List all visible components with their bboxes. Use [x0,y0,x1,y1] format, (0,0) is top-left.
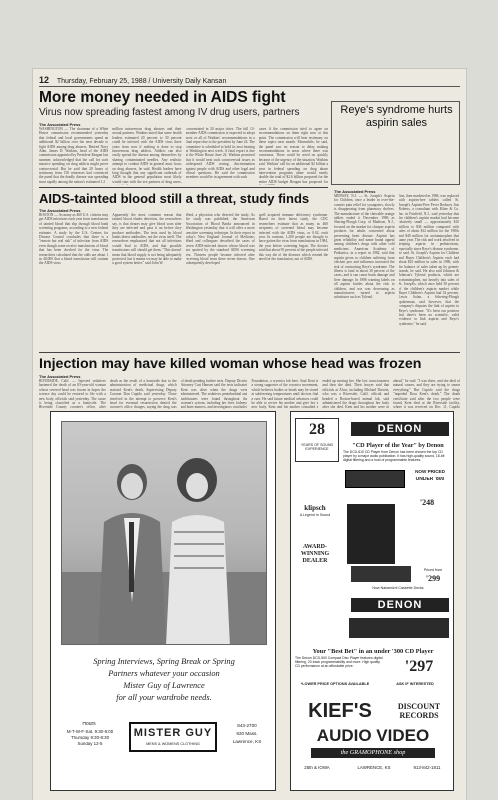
section-rule [39,187,328,188]
aids-col-1: WASHINGTON — The chairman of a White House commission recommended yesterday that federal and local governments spend an additional $2 billion over the next decade to fight AIDS among drug abusers. Retired Navy Adm. James D. Watkins, head of the AIDS commission appointed by President Reagan last summer, acknowledged that the call for such massive spending on drug addicts might prove controversial. But he said that 20 hours of testimony from 150 witnesses had convinced the panel that the deadly disease was spreading most rapidly among the nation's estimated 1.2 [39,127,109,184]
speaker-image [347,504,395,564]
frozen-credit: The Associated Press [39,374,81,379]
ad-line-2: Partners whatever your occasion [108,669,220,678]
kiefs-logo: KIEF'S [308,700,372,722]
aids-deck: Virus now spreading fastest among IV drug users, partners [39,107,300,118]
tape-label: Now Nakamichi Cassette Decks [372,586,424,590]
ad-line-4: for all your wardrobe needs. [116,693,212,702]
reye-credit: The Associated Press [334,189,376,194]
reye-col-2: first, then marketed in 1986, was replaced with aspirin-free tablets called St. Joseph's Aspirin-Free Fever Reducer. Jim Roberts, a consultant with Kline & Co. Inc. in Fairfield, N.J., said yesterday that the children's aspirin market had become relatively small — approximately $10 million to $36 million compared with sales of about $12 million for the 1980s and $40 million for acetaminophen that same year. The risk and work involved in keeping aspirin in pediatricians, especially since Reye's disease syndrome, he said. St. Joseph's Aspirin for Children and Bayer Children's Aspirin each had about $10 million in sales in 1986, with the balance of sales taken up by generic brands, he said. He also said Johnson & Johnson's Tylenol products, which are acetaminophen, not heavily into sales of St. Joseph's, which once held 50 percent of the children's aspirin market while Bayer Children's Aspirin had 34 percent. Lewis Solan, a Schering-Plough spokesman, said however, that the company's disputes the link of aspirin to Reye's syndrome. "It's been our position that there's been no scientific, valid evidence to link aspirin and Reye's syndrome," he said. [398,194,459,326]
cd2-body: The Denon DCD-500 Compact Disc Player features digital filtering, 20-track programmability and more. High quality CD performance at an affordable price. [295,656,383,669]
tape-price-2: '299 [425,574,441,583]
years-sub: YEARS OF SOUND EXPERIENCE [300,443,334,452]
frozen-col-5: ended up moving her. She lost consciousness and then she died. Their lawyer said that officials at Alcor, including Michael Darwin, who was a Riverside, Calif. official and headed a Boston-based animal lab, said administered the drugs throughout her body after she died. Kent and his mother were in [322,379,390,409]
blood-body [39,213,328,351]
frozen-body [39,379,460,409]
frozen-headline: Injection may have killed woman whose head was frozen [39,356,422,372]
tape-price: '248 [419,498,435,507]
cd-body: The DCD-610 CD Player from Denon has been chosen the top CD player by a major audio publication. It has high-quality sound, 18-bit digital filtering and a host of programmable features. [343,450,445,463]
blood-col-1: BOSTON — As many as 460 U.S. citizens may get AIDS infections each year from transfusions of tainted blood that slip through blood bank screening programs, according to a new federal estimate. A study by the U.S. Centers for Disease Control concludes that there is a "remote but real risk" of infection from AIDS even though some receive transfusions of blood that has been checked for the virus. The researchers calculated that the odds are about 1 in 40,000 that a blood transfusion will contain the AIDS virus. [39,213,109,266]
mister-guy-ad [50,411,276,791]
cd-title: "CD Player of the Year" by Denon [352,442,444,449]
gramophone-shop: the GRAMOPHONE shop [311,748,435,758]
frozen-col-4: Foundation, a cryonics lab here. Saul Kent is a strong supporter of the cryonics movement, which believes bodies or heads may be stored at subfreezing temperatures until doctors find a cure. He said future medical advances could be able to revive his mother and give her a new body. Kent and his mother consulted a [251,379,319,409]
kiefs-ad [290,411,454,791]
hours-line: Sunday 12-5 [77,742,103,746]
ad-address: 920 Mass. [236,732,258,736]
ad-line-3: Mister Guy of Lawrence [123,681,205,690]
years-badge [295,418,339,462]
cd2-price: '297 [404,658,434,675]
cd-player-2-image [349,618,449,638]
now-price: UNDER '800 [415,477,445,482]
ad-city: Lawrence, KS [232,740,262,744]
reye-col-1: MIDWAY, N.J. — St. Joseph's Aspirin for Children, once a leader in over-the-counter pain relief for youngsters, slowly is disappearing from pharmacy shelves. The manufacturer of the chewable orange tablets ended it December 1986 as Shering-Plough Corp. of Madison, N.J., focused on the market for cheaper aspirin products for adults concerned about preventing heart disease. Aspirin has great reliability and name brand appeal among children's drugs with other cold medicines. American Academy of Pediatrics, in a report in 1982, said that aspirin given to children suffering from chicken pox and influenza increased the risk of contracting Reye's syndrome. The illness is fatal in about 30 percent of the cases, and it can cause brain damage and liver damage. In 1986 warning labels on all aspirin bottles about the risk to children, and use was decreasing as manufacturers turned to aspirin substitutes such as Tylenol. [334,194,395,300]
ad-phone: 843-2700 [237,724,257,728]
blood-col-3: Ward, a physician who directed the study. As the study was published, the American Association of Blood Banks announced in Washington yesterday that it will offer a more sensitive screening technique. In their report in today's New England Journal of Medicine, Ward and colleagues described the cases of seven AIDS-infected donors whose blood was not spotted by the standard AIDS screening test. Thirteen people became infected after receiving blood from these seven donors. One subsequently developed [185,213,255,266]
discount-records: DISCOUNT RECORDS [397,702,441,720]
aids-col-3: concentrated in 20 major cities. The full 13-member AIDS commission is expected to adopt most or all of Watkins' recommendations in a final report due to the president by June 24. The committee is scheduled to hold its next hearing in Washington next week. A final report is due at the White House June 24. Watkins promised that it would treat such controversial issues as widespread AIDS testing, discrimination against people with AIDS and other legal and ethical questions. He said the commission members would be in agreement with such [185,127,255,180]
page-folio [39,75,460,87]
ask-line: ASK IF INTERESTED [396,682,434,686]
hours-line: Thursday 9:30-8:30 [70,736,110,740]
now-priced: NOW PRICED [415,470,445,474]
ad-line-1: Spring Interviews, Spring Break or Spring [93,657,235,666]
aids-body [39,127,328,185]
frozen-col-1: RIVERSIDE, Calif. — Injected sedatives hastened the death of an 83-year-old woman whose severed head was frozen in hopes the science day could be restored to life with a new body, officials said yesterday. The cause is being classified as a homicide. The Riverside County coroner's office, after [39,379,106,409]
cd-player-image [345,470,405,488]
lower-price: *LOWER PRICE OPTIONS AVAILABLE [300,682,370,686]
aids-col-4: cases if the commission tried to agree on recommendations on them right now at this point. The commission will hear testimony on these topics next month. Meanwhile, he said, the panel saw no reason to delay making recommendations in areas where there was consensus. These could be acted on quickly because of the urgency of the situation, Watkins said. Watkins' call for an additional $2 billion a year in federal spending on drug abuse intervention programs alone would nearly double the total of $2.6 billion proposed for the entire AIDS budget Reagan has proposed for [258,127,328,184]
hours-line: M-T-W-F-Sat. 9:30-6:00 [66,730,114,734]
kiefs-town: LAWRENCE, KS [357,766,391,770]
frozen-col-6: ahead," he said. "I was there, and she died of natural causes, and they are trying to smear everything." But Cupido said the drugs "impeded Dora Kent's death." The death certificate said after the two people were found, Kent died at the Riverside facility, where it was received on Dec. 11, Cupido [393,379,460,409]
mister-guy-logo [129,722,217,752]
klipsch-logo: klipsch [304,504,326,512]
frozen-col-3: of death pending further tests. Deputy District Attorney Curt Hansen said the tests indicated Kent was alive when the drugs were administered. The sedatives pentobarbital and barbiturates were found throughout the woman's system, including her liver, kidneys and bone marrow, and investigators concluded [180,379,248,409]
page-number: 12 [39,75,50,85]
klipsch-sub: A Legend In Sound [299,513,331,517]
years-number: 28 [309,421,325,438]
kiefs-phone: 913-842-1811 [413,766,441,770]
aids-headline: More money needed in AIDS fight [39,89,286,106]
kiefs-address: 25th & IOWA [304,766,330,770]
reye-story [331,101,460,185]
brand-sub: MENS & WOMENS CLOTHING [146,742,200,746]
award-badge: AWARD-WINNING DEALER [300,544,330,564]
blood-col-4: spell acquired immune deficiency syndrome. Based on their latent study, the CDC researchers estimate that as many as 460 recipients of screened blood may become infected with the AIDS virus, or 0.02, each year. In contrast, 1,200 people are thought to have gotten the virus from transfusions in 1984, the year before screening began. The doctors said that about 95 percent of the people infected this way die of the diseases which created the need for the transfusion, not of AIDS. [258,213,328,262]
blood-col-2: Apparently the most common reason that tainted blood eludes detection, the researchers say, is that donors may give blood soon after they are infected and pass it on before they produce antibodies. The tests used by blood banks detect antibodies, not the virus itself. The researchers emphasized that not all infections would lead to AIDS, and that possible transfusions will should get them. "This doesn't mean that blood supply is not being adequately protected, but it means we may be able to make a good system better," said John W. [112,213,182,266]
page-dateline: Thursday, February 25, 1988 / University Daily Kansan [56,78,227,85]
frozen-col-2: death as the result of a homicide due to the administration of medicinal drugs, which assisted Kent's death, Supervising Deputy Coroner Dan Cupido said yesterday. Those involved in the attempt to preserve Kent's head for eventual resurrection denied the coroner's office charges, saying the drug was [109,379,177,409]
denon-logo: DENON [351,422,449,436]
couple-photo [61,421,267,645]
hours-title: Hours [82,722,96,727]
newspaper-page [33,69,466,800]
aids-col-2: million intravenous drug abusers and their sexual partners. Watkins noted that some health leaders estimated 20 percent to 30 percent could be infected with the AIDS virus three years from now if nothing is done to stop intravenous drug addicts. Addicts can also easily spread the disease among themselves by sharing contaminated needles. Any realistic attempt to combat AIDS in general must focus on drug abusers, he said. Health leaders have long thought that any significant outbreak of AIDS in the general population most likely would start with the sex partners of drug users, [112,127,182,184]
aids-credit: The Associated Press [39,122,81,127]
reye-headline: Reye's syndrome hurts aspirin sales [340,104,453,129]
cd2-title: Your "Best Bet" in an under '300 CD Player [312,648,434,655]
denon-logo-2: DENON [351,598,449,612]
blood-headline: AIDS-tainted blood still a threat, study finds [39,191,310,206]
priced-from: Priced from [423,568,443,572]
blood-credit: The Associated Press [39,208,81,213]
couple-illustration [62,422,267,645]
tape-deck-image [351,566,411,582]
section-rule [39,352,460,353]
brand-name: MISTER GUY [133,727,213,739]
audio-video: AUDIO VIDEO [316,726,430,745]
